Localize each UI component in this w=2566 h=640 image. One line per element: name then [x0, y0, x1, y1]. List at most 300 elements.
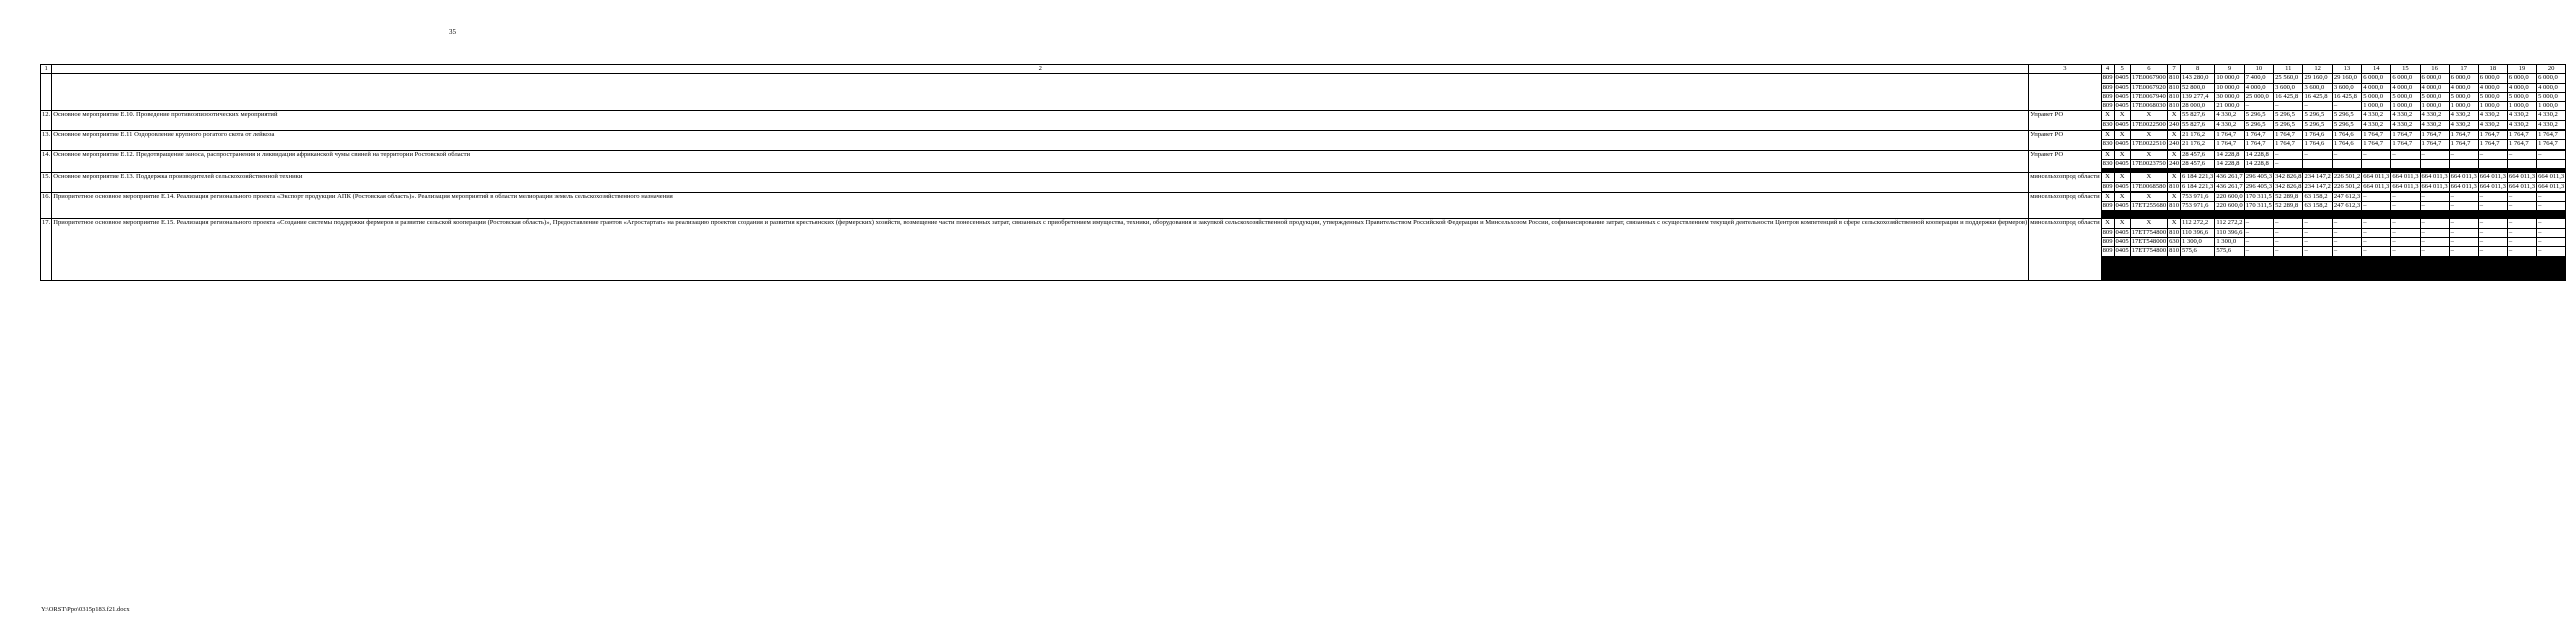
amount-cell: 6 000,0: [2507, 74, 2536, 83]
amount-cell: 4 330,2: [2507, 120, 2536, 129]
amount-cell: 170 311,5: [2245, 192, 2272, 200]
amount-cell: 6 000,0: [2537, 74, 2566, 83]
amount-cell: –: [2537, 238, 2566, 247]
amount-cell: –: [2332, 247, 2361, 256]
code-cell: 240: [2169, 120, 2180, 128]
amount-cell: –: [2537, 202, 2566, 211]
amount-cell: 664 011,3: [2392, 182, 2419, 190]
amount-cell: –: [2507, 238, 2536, 247]
amount-cell: 63 158,2: [2303, 202, 2332, 211]
amount-cell: 4 330,2: [2507, 111, 2536, 120]
amount-cell: 112 272,2: [2216, 219, 2243, 227]
amount-cell: 6 184 221,3: [2182, 173, 2214, 181]
amount-cell: 1 764,6: [2332, 131, 2361, 140]
column-header: 9: [2215, 65, 2244, 74]
amount-cell: 3 600,0: [2303, 83, 2332, 92]
amount-cell: 664 011,3: [2538, 173, 2565, 181]
amount-cell: 4 000,0: [2537, 83, 2566, 92]
table-row: [41, 219, 2566, 228]
amount-cell: –: [2420, 247, 2449, 256]
amount-cell: 6 000,0: [2449, 74, 2478, 83]
amount-cell: 664 011,3: [2392, 173, 2419, 181]
amount-cell: [2332, 159, 2361, 168]
amount-cell: 4 000,0: [2478, 83, 2507, 92]
amount-cell: 5 296,5: [2303, 120, 2332, 129]
code-cell: 809: [2102, 102, 2113, 110]
column-header: 6: [2130, 65, 2167, 74]
amount-cell: –: [2391, 150, 2420, 159]
amount-cell: –: [2449, 202, 2478, 211]
amount-cell: 6 000,0: [2420, 74, 2449, 83]
amount-cell: –: [2420, 219, 2449, 228]
amount-cell: –: [2332, 228, 2361, 237]
amount-cell: [2391, 159, 2420, 168]
amount-cell: 220 600,0: [2216, 192, 2243, 200]
column-header: 16: [2420, 65, 2449, 74]
column-header: 10: [2244, 65, 2273, 74]
amount-cell: 1 764,7: [2362, 140, 2391, 149]
amount-cell: –: [2391, 228, 2420, 237]
amount-cell: 226 501,2: [2333, 173, 2361, 181]
header-row: [41, 65, 2566, 74]
table-row: [41, 173, 2566, 182]
code-cell: 809: [2102, 92, 2113, 100]
activity-description: Приоритетное основное мероприятие Е.14. Реализация регионального проекта «Экспорт продукции АПК (Ростовская область)». Реализация мероприятий в области мелиорации земель сельскохозяйственного назначения: [52, 192, 2029, 219]
amount-cell: 14 228,8: [2215, 150, 2244, 159]
amount-cell: –: [2420, 202, 2449, 211]
amount-cell: 1 764,7: [2244, 140, 2273, 149]
amount-cell: [2181, 279, 2215, 280]
amount-cell: 1 764,7: [2420, 140, 2449, 149]
amount-cell: 6 000,0: [2362, 74, 2391, 83]
amount-cell: 575,6: [2215, 247, 2244, 256]
code-cell: Х: [2168, 219, 2181, 228]
amount-cell: 1 000,0: [2537, 102, 2566, 111]
amount-cell: –: [2420, 238, 2449, 247]
amount-cell: –: [2507, 202, 2536, 211]
amount-cell: 6 000,0: [2478, 74, 2507, 83]
amount-cell: –: [2274, 219, 2303, 228]
amount-cell: –: [2478, 150, 2507, 159]
amount-cell: 112 272,2: [2181, 219, 2215, 228]
code-cell: 17Е0068030: [2132, 102, 2166, 110]
amount-cell: –: [2274, 247, 2303, 256]
column-header: 12: [2303, 65, 2332, 74]
amount-cell: –: [2303, 150, 2332, 159]
code-cell: 810: [2169, 74, 2180, 82]
executor: Управет РО: [2029, 111, 2101, 131]
amount-cell: 664 011,3: [2450, 182, 2477, 190]
code-cell: [2101, 279, 2114, 280]
code-cell: 809: [2102, 247, 2113, 255]
activity-description: Приоритетное основное мероприятие Е.15. Реализация регионального проекта «Создание системы поддержки фермеров и развитие сельской кооперации (Ростовская область)», Предоставление грантов «Агростартап» на реализацию проектов создания и развития крестьянских (фермерских) хозяйств, возмещение части понесенных затрат, связанных с приобретением имущества, техники, оборудования и закупкой сельскохозяйственной продукции, утвержденных Правительством Российской Федерации и Минсельхозом России, софинансирование затрат, связанных с осуществлением текущей деятельности Центров компетенций в сфере сельскохозяйственной кооперации и поддержки фермеров): [52, 219, 2029, 280]
code-cell: Х: [2114, 150, 2130, 159]
amount-cell: 6 000,0: [2391, 74, 2420, 83]
code-cell: Х: [2101, 219, 2114, 228]
amount-cell: –: [2420, 150, 2449, 159]
code-cell: Х: [2101, 111, 2114, 120]
column-header: 13: [2332, 65, 2361, 74]
amount-cell: 5 296,5: [2244, 120, 2273, 129]
code-cell: 810: [2169, 202, 2180, 210]
code-cell: 0405: [2115, 92, 2129, 100]
column-header: 4: [2101, 65, 2114, 74]
amount-cell: [2507, 279, 2536, 280]
amount-cell: 1 000,0: [2507, 102, 2536, 111]
budget-table: [40, 64, 2566, 281]
amount-cell: 170 311,5: [2245, 202, 2272, 210]
code-cell: 809: [2102, 74, 2113, 82]
column-header: 8: [2181, 65, 2215, 74]
amount-cell: –: [2303, 228, 2332, 237]
amount-cell: 21 176,2: [2181, 140, 2215, 149]
amount-cell: [2537, 279, 2566, 280]
code-cell: 809: [2102, 202, 2113, 210]
amount-cell: 1 300,0: [2215, 238, 2244, 247]
amount-cell: 4 330,2: [2449, 111, 2478, 120]
amount-cell: –: [2449, 247, 2478, 256]
amount-cell: 143 280,0: [2181, 74, 2215, 83]
amount-cell: 664 011,3: [2421, 182, 2448, 190]
amount-cell: –: [2478, 192, 2507, 201]
amount-cell: –: [2478, 219, 2507, 228]
amount-cell: 10 000,0: [2215, 74, 2244, 83]
amount-cell: 14 228,8: [2215, 159, 2244, 168]
amount-cell: 4 330,2: [2537, 111, 2566, 120]
amount-cell: 1 764,7: [2449, 131, 2478, 140]
amount-cell: 664 011,3: [2363, 182, 2390, 190]
code-cell: 0405: [2115, 182, 2129, 190]
amount-cell: 5 000,0: [2537, 92, 2566, 101]
amount-cell: [2507, 159, 2536, 168]
amount-cell: –: [2244, 238, 2273, 247]
code-cell: 17Е0022500: [2132, 120, 2166, 128]
amount-cell: –: [2391, 238, 2420, 247]
amount-cell: –: [2391, 219, 2420, 228]
code-cell: Х: [2130, 150, 2167, 159]
amount-cell: –: [2274, 102, 2303, 111]
amount-cell: 436 261,7: [2216, 182, 2243, 190]
code-cell: 0405: [2115, 202, 2129, 210]
executor: [2029, 74, 2101, 111]
amount-cell: 5 296,5: [2244, 111, 2273, 120]
amount-cell: 436 261,7: [2216, 173, 2243, 181]
amount-cell: 28 457,6: [2181, 159, 2215, 168]
amount-cell: 7 400,0: [2244, 74, 2273, 83]
amount-cell: –: [2362, 202, 2391, 211]
code-cell: 17Е0067940: [2132, 92, 2166, 100]
code-cell: 0405: [2115, 102, 2129, 110]
code-cell: Х: [2114, 219, 2130, 228]
amount-cell: 52 289,8: [2274, 192, 2303, 201]
amount-cell: 5 000,0: [2449, 92, 2478, 101]
amount-cell: 220 600,0: [2216, 202, 2243, 210]
amount-cell: –: [2537, 228, 2566, 237]
code-cell: 630: [2169, 238, 2180, 246]
code-cell: Х: [2114, 173, 2130, 182]
amount-cell: 753 971,6: [2181, 192, 2215, 201]
amount-cell: 63 158,2: [2303, 192, 2332, 201]
page-number: 35: [449, 28, 456, 36]
amount-cell: –: [2537, 192, 2566, 201]
code-cell: Х: [2130, 219, 2167, 228]
amount-cell: –: [2391, 192, 2420, 201]
amount-cell: [2303, 159, 2332, 168]
amount-cell: –: [2537, 219, 2566, 228]
code-cell: Х: [2130, 192, 2167, 201]
activity-description: Основное мероприятие Е.13. Поддержка производителей сельскохозяйственной техники: [52, 173, 2029, 193]
amount-cell: [2420, 159, 2449, 168]
table-row: [41, 111, 2566, 120]
amount-cell: 5 000,0: [2420, 92, 2449, 101]
amount-cell: 1 300,0: [2181, 238, 2215, 247]
column-header: 5: [2114, 65, 2130, 74]
row-number: [41, 74, 52, 111]
amount-cell: 296 405,3: [2245, 182, 2273, 190]
executor: минсельхозпрод области: [2029, 173, 2101, 193]
amount-cell: –: [2332, 150, 2361, 159]
activity-description: [52, 74, 2029, 111]
amount-cell: 226 501,2: [2333, 182, 2361, 190]
amount-cell: 234 147,2: [2304, 182, 2331, 190]
executor: Управет РО: [2029, 131, 2101, 151]
amount-cell: [2274, 279, 2303, 280]
amount-cell: –: [2507, 219, 2536, 228]
amount-cell: [2362, 279, 2391, 280]
column-header: 14: [2362, 65, 2391, 74]
code-cell: 830: [2102, 120, 2113, 128]
amount-cell: 4 000,0: [2244, 83, 2273, 92]
amount-cell: 1 764,7: [2391, 131, 2420, 140]
amount-cell: 4 000,0: [2362, 83, 2391, 92]
code-cell: Х: [2101, 192, 2114, 201]
amount-cell: 1 764,6: [2332, 140, 2361, 149]
amount-cell: 1 764,7: [2507, 131, 2536, 140]
amount-cell: 10 000,0: [2215, 83, 2244, 92]
table-row: [41, 192, 2566, 201]
amount-cell: 4 000,0: [2420, 83, 2449, 92]
amount-cell: 29 160,0: [2303, 74, 2332, 83]
code-cell: 0405: [2115, 228, 2129, 236]
amount-cell: [2244, 279, 2273, 280]
amount-cell: 25 000,0: [2244, 92, 2273, 101]
amount-cell: 110 396,6: [2216, 228, 2243, 236]
amount-cell: –: [2362, 150, 2391, 159]
column-header: 17: [2449, 65, 2478, 74]
amount-cell: –: [2449, 150, 2478, 159]
amount-cell: 5 000,0: [2507, 92, 2536, 101]
amount-cell: 664 011,3: [2450, 173, 2477, 181]
amount-cell: 16 425,8: [2332, 92, 2361, 101]
amount-cell: –: [2332, 102, 2361, 111]
amount-cell: 1 764,7: [2362, 131, 2391, 140]
code-cell: Х: [2114, 131, 2130, 140]
amount-cell: 5 296,5: [2303, 111, 2332, 120]
amount-cell: –: [2303, 102, 2332, 111]
code-cell: Х: [2168, 150, 2181, 159]
amount-cell: 664 011,3: [2363, 173, 2390, 181]
amount-cell: 139 277,4: [2181, 92, 2215, 101]
code-cell: [2114, 279, 2130, 280]
code-cell: 0405: [2115, 247, 2129, 255]
amount-cell: 55 827,6: [2181, 111, 2215, 120]
code-cell: 810: [2169, 83, 2180, 91]
code-cell: 17ЕТ255680: [2131, 202, 2167, 210]
row-number: 13.: [41, 131, 52, 151]
amount-cell: –: [2391, 202, 2420, 211]
amount-cell: 1 764,7: [2274, 140, 2303, 149]
code-cell: 0405: [2115, 74, 2129, 82]
amount-cell: 4 330,2: [2362, 120, 2391, 129]
amount-cell: 5 296,5: [2332, 120, 2361, 129]
code-cell: [2130, 279, 2167, 280]
amount-cell: 4 330,2: [2420, 120, 2449, 129]
column-header: 7: [2168, 65, 2181, 74]
code-cell: Х: [2168, 173, 2181, 182]
amount-cell: 1 764,7: [2507, 140, 2536, 149]
code-cell: Х: [2101, 131, 2114, 140]
code-cell: Х: [2168, 111, 2181, 120]
amount-cell: 1 764,7: [2391, 140, 2420, 149]
amount-cell: 234 147,2: [2304, 173, 2331, 181]
amount-cell: 1 764,7: [2215, 131, 2244, 140]
amount-cell: –: [2274, 159, 2303, 168]
column-header: 2: [52, 65, 2029, 74]
code-cell: 17Е0023750: [2132, 159, 2166, 167]
amount-cell: –: [2362, 238, 2391, 247]
amount-cell: 664 011,3: [2479, 182, 2506, 190]
code-cell: 810: [2169, 102, 2180, 110]
amount-cell: 4 000,0: [2449, 83, 2478, 92]
code-cell: 17ЕТ754800: [2131, 247, 2167, 255]
code-cell: 810: [2169, 247, 2180, 255]
amount-cell: 342 826,8: [2275, 182, 2302, 190]
column-header: 15: [2391, 65, 2420, 74]
amount-cell: 3 600,0: [2332, 83, 2361, 92]
amount-cell: –: [2332, 219, 2361, 228]
table-row: [41, 74, 2566, 83]
code-cell: Х: [2130, 111, 2167, 120]
code-cell: 17Е0067920: [2132, 83, 2166, 91]
amount-cell: –: [2244, 102, 2273, 111]
amount-cell: 21 000,0: [2215, 102, 2244, 111]
amount-cell: 5 296,5: [2332, 111, 2361, 120]
code-cell: Х: [2130, 131, 2167, 140]
code-cell: Х: [2101, 150, 2114, 159]
amount-cell: 664 011,3: [2508, 182, 2536, 190]
code-cell: 809: [2102, 182, 2113, 190]
amount-cell: –: [2332, 238, 2361, 247]
amount-cell: –: [2420, 192, 2449, 201]
amount-cell: –: [2507, 192, 2536, 201]
amount-cell: [2391, 279, 2420, 280]
amount-cell: 1 764,6: [2303, 131, 2332, 140]
amount-cell: 1 764,7: [2449, 140, 2478, 149]
amount-cell: [2478, 159, 2507, 168]
amount-cell: [2362, 159, 2391, 168]
amount-cell: –: [2420, 228, 2449, 237]
amount-cell: 1 764,7: [2215, 140, 2244, 149]
amount-cell: 6 184 221,3: [2182, 182, 2214, 190]
row-number: 16.: [41, 192, 52, 219]
amount-cell: –: [2244, 228, 2273, 237]
code-cell: 17Е0022510: [2132, 140, 2166, 148]
column-header: 1: [41, 65, 52, 74]
amount-cell: 5 000,0: [2362, 92, 2391, 101]
amount-cell: –: [2537, 247, 2566, 256]
table-row: [41, 150, 2566, 159]
amount-cell: –: [2274, 150, 2303, 159]
table-row: [41, 131, 2566, 140]
amount-cell: 21 176,2: [2181, 131, 2215, 140]
amount-cell: –: [2537, 150, 2566, 159]
amount-cell: 4 000,0: [2507, 83, 2536, 92]
amount-cell: –: [2274, 228, 2303, 237]
amount-cell: –: [2478, 247, 2507, 256]
activity-description: Основное мероприятие Е.11 Оздоровление крупного рогатого скота от лейкоза: [52, 131, 2029, 151]
amount-cell: –: [2478, 228, 2507, 237]
code-cell: 17Е0067900: [2132, 74, 2166, 82]
footer-file-path: Y:\ORST\Ppo\0315p183.f21.docx: [41, 606, 130, 613]
activity-description: Основное мероприятие Е.12. Предотвращение заноса, распространения и ликвидация африканской чумы свиней на территории Ростовской области: [52, 150, 2029, 173]
column-header: 20: [2537, 65, 2566, 74]
amount-cell: –: [2507, 228, 2536, 237]
code-cell: [2168, 279, 2181, 280]
code-cell: 830: [2102, 159, 2113, 167]
amount-cell: 55 827,6: [2181, 120, 2215, 129]
amount-cell: 25 560,0: [2274, 74, 2303, 83]
amount-cell: 4 330,2: [2215, 120, 2244, 129]
amount-cell: 4 000,0: [2391, 83, 2420, 92]
amount-cell: 52 800,0: [2181, 83, 2215, 92]
amount-cell: 29 160,0: [2332, 74, 2361, 83]
amount-cell: 5 000,0: [2478, 92, 2507, 101]
amount-cell: [2478, 279, 2507, 280]
amount-cell: [2537, 159, 2566, 168]
amount-cell: 4 330,2: [2391, 111, 2420, 120]
amount-cell: 1 764,7: [2244, 131, 2273, 140]
amount-cell: 1 764,7: [2274, 131, 2303, 140]
executor: минсельхозпрод области: [2029, 192, 2101, 219]
code-cell: 0405: [2115, 238, 2129, 246]
code-cell: 17ЕТ548000: [2131, 238, 2167, 246]
column-header: 19: [2507, 65, 2536, 74]
amount-cell: 296 405,3: [2245, 173, 2273, 181]
amount-cell: 4 330,2: [2478, 120, 2507, 129]
amount-cell: –: [2449, 192, 2478, 201]
amount-cell: 247 612,3: [2333, 202, 2361, 210]
amount-cell: 16 425,8: [2303, 92, 2332, 101]
amount-cell: –: [2274, 238, 2303, 247]
amount-cell: 30 000,0: [2215, 92, 2244, 101]
row-number: 17.: [41, 219, 52, 280]
amount-cell: 5 000,0: [2391, 92, 2420, 101]
amount-cell: 753 971,6: [2181, 202, 2215, 211]
amount-cell: [2449, 279, 2478, 280]
amount-cell: –: [2362, 228, 2391, 237]
row-number: 15.: [41, 173, 52, 193]
amount-cell: –: [2303, 238, 2332, 247]
amount-cell: 16 425,8: [2274, 92, 2303, 101]
amount-cell: 1 764,7: [2537, 131, 2566, 140]
code-cell: 809: [2102, 238, 2113, 246]
amount-cell: –: [2449, 238, 2478, 247]
amount-cell: 1 764,7: [2537, 140, 2566, 149]
code-cell: Х: [2168, 131, 2181, 140]
amount-cell: 1 000,0: [2449, 102, 2478, 111]
amount-cell: 4 330,2: [2362, 111, 2391, 120]
code-cell: Х: [2101, 173, 2114, 182]
